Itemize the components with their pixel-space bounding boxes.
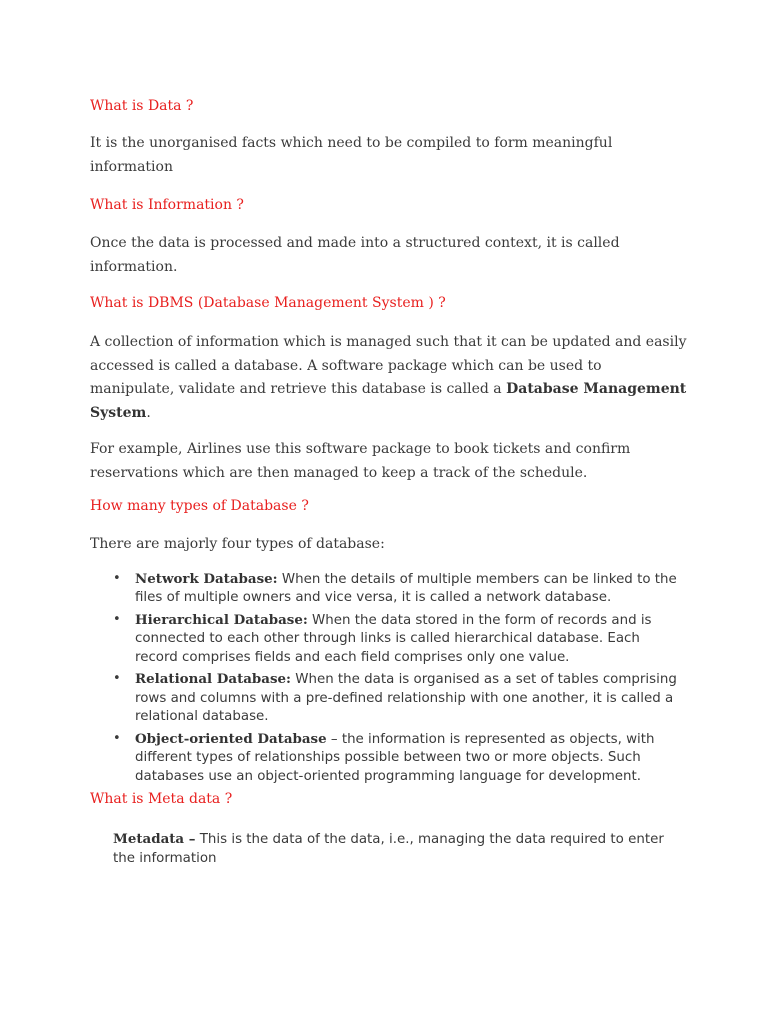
list-item-term: Object-oriented Database	[135, 730, 327, 747]
bullet-icon: •	[113, 671, 121, 686]
paragraph-information-definition: Once the data is processed and made into a structured context, it is called information.	[90, 235, 620, 275]
metadata-text: This is the data of the data, i.e., managing the data required to enter the information	[113, 832, 664, 866]
database-types-list	[90, 570, 680, 787]
bullet-icon: •	[113, 730, 121, 746]
list-item-text: When the details of multiple members can be linked to the files of multiple owners and vice versa, it is called a network database.	[135, 571, 677, 605]
list-item-text: – the information is represented as objects, with different types of relationships possible between two or more objects. Such databases use an object-oriented programming language for development.	[135, 731, 655, 784]
heading-what-is-information: What is Information ?	[90, 197, 244, 213]
bullet-icon: •	[113, 570, 121, 586]
list-item-relational-database	[113, 670, 680, 727]
list-item-text: When the data stored in the form of records and is connected to each other through links is called hierarchical database. Each record comprises fields and each field comprises only one value.	[135, 612, 652, 665]
heading-what-is-metadata: What is Meta data ?	[90, 791, 233, 807]
list-item-object-oriented-database	[113, 730, 680, 787]
list-item-network-database	[113, 570, 680, 608]
metadata-term: Metadata –	[113, 831, 196, 847]
paragraph-metadata-definition	[113, 830, 673, 868]
dbms-text-start: A collection of information which is managed such that it can be updated and easily accessed is called a database. A software package which can be used to manipulate, validate and retrieve this database is called a	[90, 334, 687, 397]
paragraph-dbms-example: For example, Airlines use this software package to book tickets and confirm reservations which are then managed to keep a track of the schedule.	[90, 441, 631, 481]
dbms-bold-term: Database Management System	[90, 381, 687, 421]
document-page	[90, 96, 690, 868]
list-item-term: Relational Database:	[135, 671, 291, 687]
paragraph-types-intro: There are majorly four types of database:	[90, 536, 385, 552]
paragraph-dbms-definition	[90, 331, 690, 425]
bullet-icon: •	[113, 611, 121, 627]
heading-what-is-data: What is Data ?	[90, 98, 194, 114]
dbms-text-end: .	[146, 404, 151, 421]
list-item-hierarchical-database	[113, 611, 680, 668]
heading-database-types: How many types of Database ?	[90, 498, 309, 514]
paragraph-data-definition: It is the unorganised facts which need to be compiled to form meaningful information	[90, 135, 613, 175]
list-item-term: Hierarchical Database:	[135, 611, 308, 628]
heading-what-is-dbms: What is DBMS (Database Management System ) ?	[90, 295, 446, 311]
list-item-text: When the data is organised as a set of tables comprising rows and columns with a pre-defined relationship with one another, it is called a relational database.	[135, 672, 677, 724]
list-item-term: Network Database:	[135, 570, 278, 587]
